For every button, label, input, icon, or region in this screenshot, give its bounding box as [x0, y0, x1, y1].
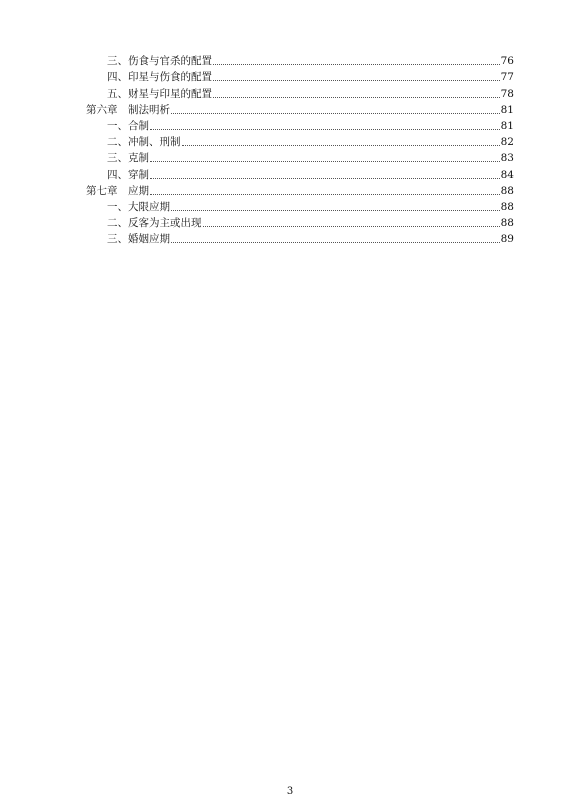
- toc-entry-title: 四、印星与伤食的配置: [107, 71, 212, 84]
- toc-entry-page: 88: [500, 217, 514, 230]
- toc-chapter-title: 第六章 制法明析: [86, 103, 170, 116]
- toc-entry-page: 76: [500, 55, 514, 68]
- toc-entry-title: 三、伤食与官杀的配置: [107, 55, 212, 68]
- toc-entry-title: 四、穿制: [107, 168, 149, 181]
- toc-entry-page: 77: [500, 71, 514, 84]
- toc-entry-page: 83: [500, 152, 514, 165]
- toc-chapter-page: 88: [500, 184, 514, 197]
- toc-entry[interactable]: [86, 84, 514, 100]
- dot-leader: [203, 225, 500, 227]
- toc-entry[interactable]: [86, 117, 514, 133]
- toc-entry-page: 89: [500, 233, 514, 246]
- dot-leader: [182, 144, 500, 146]
- toc-entry-page: 81: [500, 119, 514, 132]
- dot-leader: [150, 193, 500, 195]
- toc-entry-title: 二、冲制、刑制: [107, 136, 181, 149]
- dot-leader: [213, 79, 500, 81]
- dot-leader: [213, 96, 500, 98]
- toc-entry-page: 82: [500, 136, 514, 149]
- toc-entry[interactable]: [86, 149, 514, 165]
- dot-leader: [150, 160, 500, 162]
- toc-entry[interactable]: [86, 165, 514, 181]
- toc-entry-page: 78: [500, 87, 514, 100]
- toc-chapter-page: 81: [500, 103, 514, 116]
- toc-entry-title: 三、克制: [107, 152, 149, 165]
- page-number: 3: [286, 786, 294, 797]
- dot-leader: [213, 63, 500, 65]
- toc-entry[interactable]: [86, 198, 514, 214]
- toc-entry[interactable]: [86, 133, 514, 149]
- toc-chapter-title: 第七章 应期: [86, 184, 149, 197]
- toc-chapter[interactable]: [86, 101, 514, 117]
- toc-chapter[interactable]: [86, 182, 514, 198]
- toc-entry-title: 三、婚姻应期: [107, 233, 170, 246]
- dot-leader: [171, 241, 500, 243]
- toc-entry-title: 一、大限应期: [107, 200, 170, 213]
- toc-entry-title: 五、财星与印星的配置: [107, 87, 212, 100]
- toc-entry[interactable]: [86, 230, 514, 246]
- toc-entry-title: 一、合制: [107, 119, 149, 132]
- toc-entry[interactable]: [86, 68, 514, 84]
- toc-entry[interactable]: [86, 52, 514, 68]
- dot-leader: [150, 177, 500, 179]
- toc-entry[interactable]: [86, 214, 514, 230]
- table-of-contents: [86, 52, 514, 246]
- dot-leader: [171, 209, 500, 211]
- dot-leader: [150, 128, 500, 130]
- toc-entry-page: 84: [500, 168, 514, 181]
- dot-leader: [171, 112, 500, 114]
- toc-entry-page: 88: [500, 200, 514, 213]
- toc-entry-title: 二、反客为主或出现: [107, 217, 202, 230]
